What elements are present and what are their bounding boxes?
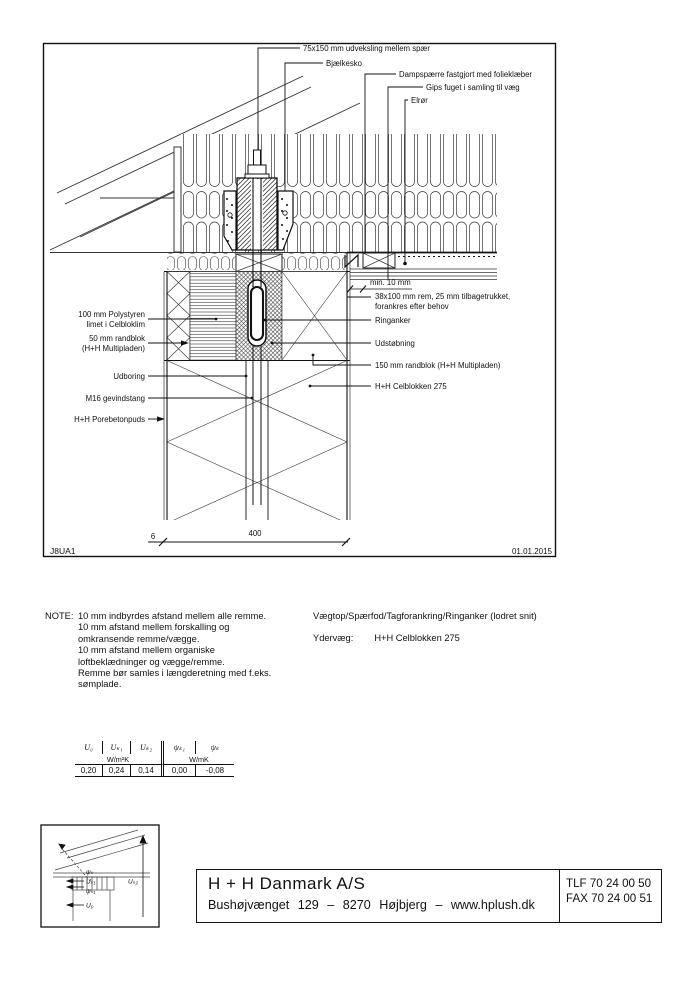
label-polystyren-2: limet i Celbloklim	[86, 320, 145, 329]
ceiling-layers	[345, 253, 497, 280]
note-line: omkransende remme/vægge.	[78, 633, 200, 644]
u-table-value: 0,20	[75, 765, 103, 776]
exchange-beam	[237, 178, 277, 250]
dim-6-text: 6	[150, 532, 156, 541]
sheet-id: J8UA1	[50, 546, 76, 556]
roof-insulation	[167, 134, 497, 270]
label-randblok50-1: 50 mm randblok	[89, 334, 145, 343]
location-thumbnail	[40, 824, 160, 928]
label-bjaelkesko: Bjælkesko	[326, 59, 362, 68]
note-label: NOTE:	[45, 611, 74, 621]
thumb-psi-k: ψₖ	[86, 869, 94, 876]
sheet-date: 01.01.2015	[511, 547, 552, 556]
label-udveksling: 75x150 mm udveksling mellem spær	[303, 44, 430, 53]
dim-400-text: 400	[248, 529, 262, 538]
label-randblok150: 150 mm randblok (H+H Multipladen)	[375, 361, 501, 370]
conduit-dot	[403, 262, 407, 266]
company-address: Bushøjvænget 129 – 8270 Højbjerg – www.hplush.dk	[208, 898, 535, 912]
label-m16: M16 gevindstang	[85, 394, 145, 403]
label-rem-1: 38x100 mm rem, 25 mm tilbagetrukket,	[375, 292, 511, 301]
u-table-value: 0,14	[138, 766, 154, 775]
u-table-header: Uₖ₂	[140, 743, 152, 752]
ydervaeg-value: H+H Celblokken 275	[374, 633, 460, 643]
fax-number: FAX 70 24 00 51	[566, 892, 653, 905]
label-udstoebning: Udstøbning	[375, 339, 415, 348]
label-ringanker: Ringanker	[375, 316, 411, 325]
u-table-header: U₀	[75, 741, 103, 754]
u-table-unit: W/mK	[161, 754, 234, 765]
u-table-units-row	[75, 754, 234, 765]
washer	[245, 174, 269, 178]
note-block	[45, 611, 313, 691]
u-table-value: 0,24	[103, 765, 131, 776]
rem-38x100	[363, 253, 395, 268]
ydervaeg-label: Ydervæg:	[313, 633, 354, 643]
note-line: loftbeklædninger og vægge/remme.	[78, 656, 225, 667]
u-table-value: 0,00	[161, 765, 196, 776]
randblok-150	[282, 272, 347, 361]
wind-board	[174, 147, 181, 252]
u-table-header: Uₖ₁	[103, 741, 131, 754]
title-block-contact	[559, 870, 661, 922]
label-polystyren-1: 100 mm Polystyren	[78, 310, 145, 319]
detail-title: Vægtop/Spærfod/Tagforankring/Ringanker (lodret snit)	[313, 611, 537, 621]
thumb-u-k1: Uₖ₁	[86, 878, 96, 886]
nut	[248, 165, 266, 174]
u-table-header: ψₖ₁	[161, 741, 196, 754]
note-line: 10 mm afstand mellem forskalling og	[78, 622, 230, 633]
u-table-header: ψₖ	[210, 743, 220, 752]
label-udboring: Udboring	[113, 372, 145, 381]
label-randblok50-2: (H+H Multipladen)	[81, 344, 145, 353]
u-value-table	[75, 741, 234, 777]
randblok-50	[167, 272, 190, 361]
drilled-channel	[246, 361, 268, 521]
label-porebetonpuds: H+H Porebetonpuds	[74, 415, 145, 424]
dim-bottom	[148, 538, 350, 546]
phone-number: TLF 70 24 00 50	[566, 877, 652, 890]
note-line: 10 mm indbyrdes afstand mellem alle remme.	[78, 611, 267, 621]
note-line: 10 mm afstand mellem organiske	[78, 645, 215, 656]
label-celblokken: H+H Celblokken 275	[375, 382, 447, 391]
note-line: Remme bør samles i længderetning med f.eks.	[78, 668, 272, 679]
title-block	[196, 869, 662, 923]
u-table-unit: W/m²K	[75, 754, 161, 765]
label-rem-2: forankres efter behov	[375, 302, 449, 311]
title-block-left	[197, 870, 559, 922]
rod-anchor-end	[251, 287, 263, 340]
label-gips: Gips fuget i samling til væg	[426, 83, 520, 92]
company-name: H + H Danmark A/S	[208, 874, 366, 893]
label-elroer: Elrør	[411, 96, 428, 105]
ydervaeg-row	[313, 633, 460, 643]
u-table-header-row	[75, 741, 234, 754]
thumb-u-0: U₀	[86, 902, 94, 910]
note-line: sømplade.	[78, 679, 122, 690]
label-dampspaerre: Dampspærre fastgjort med folieklæber	[399, 70, 533, 79]
thumb-psi-k1: ψₖ₁	[86, 888, 96, 895]
polystyrene-layer	[190, 272, 236, 361]
label-min10: min. 10 mm	[370, 278, 411, 287]
u-table-values-row	[75, 765, 234, 777]
u-table-value: -0,08	[205, 766, 225, 775]
thumb-u-k2: Uₖ₂	[128, 878, 138, 886]
note-lines	[78, 611, 271, 691]
